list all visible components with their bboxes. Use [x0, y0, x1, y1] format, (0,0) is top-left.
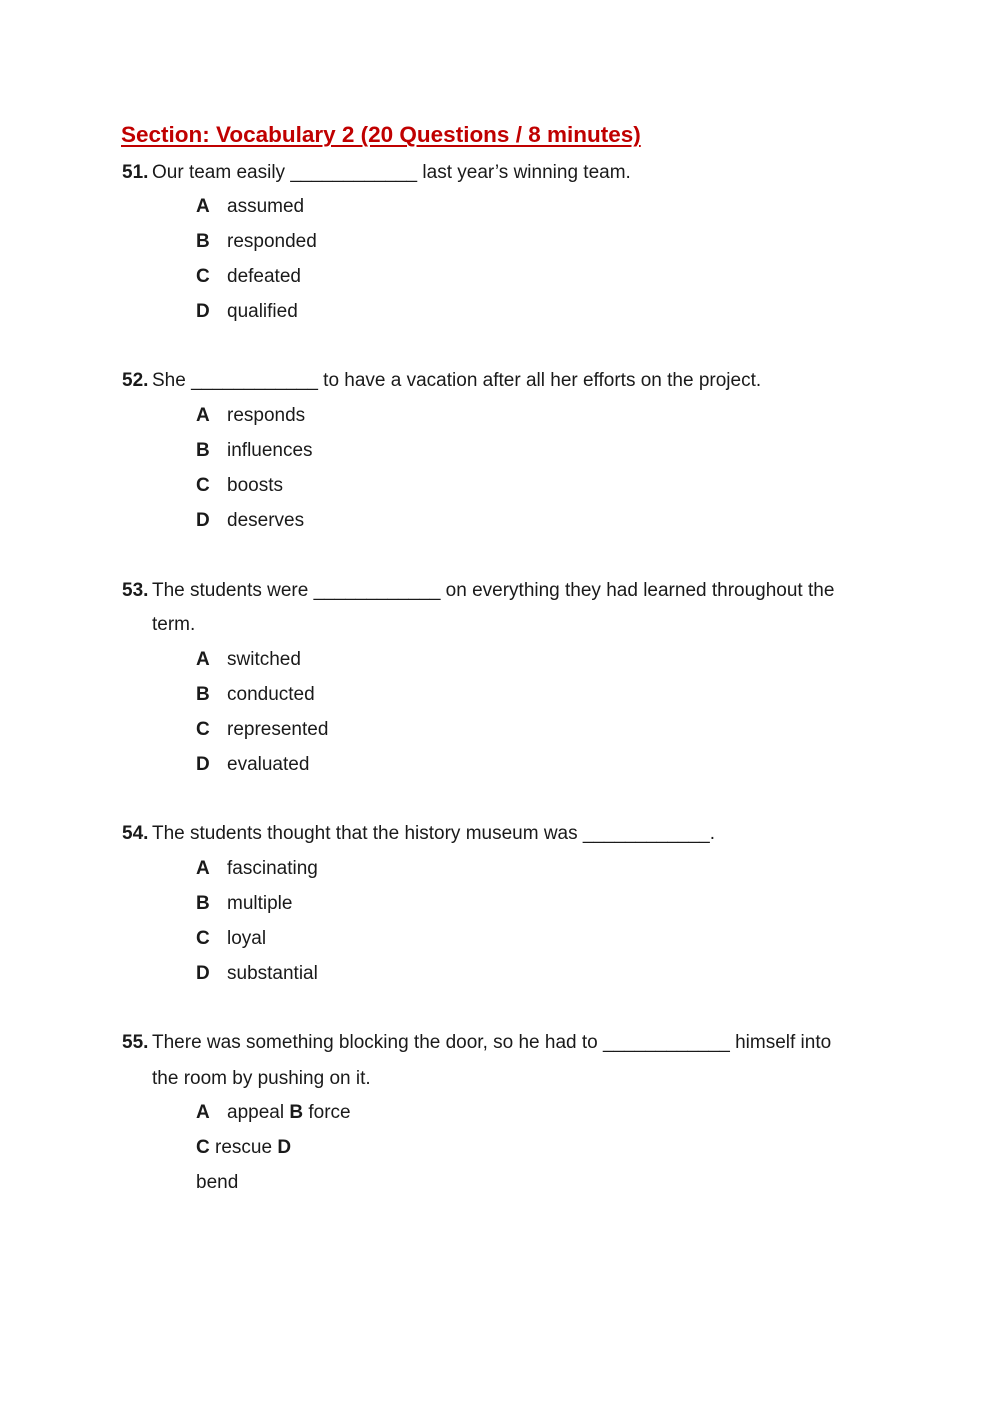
- question-text: Our team easily ____________ last year’s winning team.: [152, 162, 631, 183]
- option-text: deserves: [227, 510, 305, 531]
- option-letter: B: [196, 231, 210, 252]
- option-text: boosts: [227, 475, 283, 496]
- option-51-a[interactable]: [196, 195, 304, 219]
- question-number: 53.: [122, 580, 149, 601]
- question-text: She ____________ to have a vacation after all her efforts on the project.: [152, 370, 762, 391]
- option-52-c[interactable]: [196, 474, 283, 498]
- option-55-b[interactable]: force: [308, 1102, 351, 1123]
- question-text-continued: the room by pushing on it.: [152, 1068, 371, 1089]
- option-text: fascinating: [227, 858, 318, 879]
- option-letter: D: [196, 301, 210, 322]
- option-letter: D: [196, 510, 210, 531]
- option-letter: B: [196, 893, 210, 914]
- option-letter: A: [196, 649, 210, 670]
- option-letter: A: [196, 196, 210, 217]
- question-number: 52.: [122, 370, 149, 391]
- option-letter: A: [196, 405, 210, 426]
- option-55-c[interactable]: rescue: [215, 1137, 273, 1158]
- option-text: evaluated: [227, 754, 310, 775]
- option-54-a[interactable]: [196, 857, 318, 881]
- question-text: There was something blocking the door, so he had to ____________ himself into: [152, 1032, 832, 1053]
- option-letter: C: [196, 928, 210, 949]
- option-letter: D: [196, 754, 210, 775]
- option-54-d[interactable]: [196, 962, 318, 986]
- option-55-d[interactable]: bend: [196, 1172, 239, 1193]
- option-51-d[interactable]: [196, 300, 298, 324]
- option-53-c[interactable]: [196, 718, 328, 742]
- option-text: assumed: [227, 196, 305, 217]
- option-52-a[interactable]: [196, 404, 305, 428]
- option-letter: D: [196, 963, 210, 984]
- option-letter: C: [196, 1137, 210, 1158]
- option-54-c[interactable]: [196, 927, 266, 951]
- option-53-a[interactable]: [196, 648, 301, 672]
- question-number: 54.: [122, 823, 149, 844]
- option-text: qualified: [227, 301, 298, 322]
- option-text: represented: [227, 719, 329, 740]
- option-52-d[interactable]: [196, 509, 304, 533]
- section-title: Section: Vocabulary 2 (20 Questions / 8 minutes): [121, 122, 641, 147]
- option-letter: B: [196, 684, 210, 705]
- question-51: [122, 161, 631, 185]
- question-number: 55.: [122, 1032, 149, 1053]
- option-text: conducted: [227, 684, 315, 705]
- option-text: loyal: [227, 928, 267, 949]
- option-letter: C: [196, 719, 210, 740]
- option-53-d[interactable]: [196, 753, 309, 777]
- option-text: influences: [227, 440, 313, 461]
- question-54: [122, 822, 715, 846]
- question-55: [122, 1031, 831, 1055]
- option-letter: A: [196, 1102, 210, 1123]
- option-row-55-ab: [196, 1101, 351, 1125]
- option-letter: C: [196, 266, 210, 287]
- option-text: switched: [227, 649, 301, 670]
- option-letter: C: [196, 475, 210, 496]
- option-51-b[interactable]: [196, 230, 317, 254]
- option-text: defeated: [227, 266, 301, 287]
- question-number: 51.: [122, 162, 149, 183]
- option-text: multiple: [227, 893, 293, 914]
- option-54-b[interactable]: [196, 892, 292, 916]
- question-text: The students thought that the history museum was ____________.: [152, 823, 715, 844]
- option-53-b[interactable]: [196, 683, 315, 707]
- option-text: responded: [227, 231, 317, 252]
- option-letter: B: [289, 1102, 304, 1123]
- option-text: substantial: [227, 963, 318, 984]
- option-letter: A: [196, 858, 210, 879]
- question-text-continued: term.: [152, 614, 196, 635]
- option-row-55-cd: [196, 1136, 291, 1160]
- question-text: The students were ____________ on everything they had learned throughout the: [152, 580, 835, 601]
- option-letter: D: [277, 1137, 292, 1158]
- option-51-c[interactable]: [196, 265, 301, 289]
- question-52: [122, 369, 761, 393]
- question-53: [122, 579, 834, 603]
- option-55-a[interactable]: appeal: [227, 1102, 285, 1123]
- option-letter: B: [196, 440, 210, 461]
- option-text: responds: [227, 405, 306, 426]
- option-52-b[interactable]: [196, 439, 313, 463]
